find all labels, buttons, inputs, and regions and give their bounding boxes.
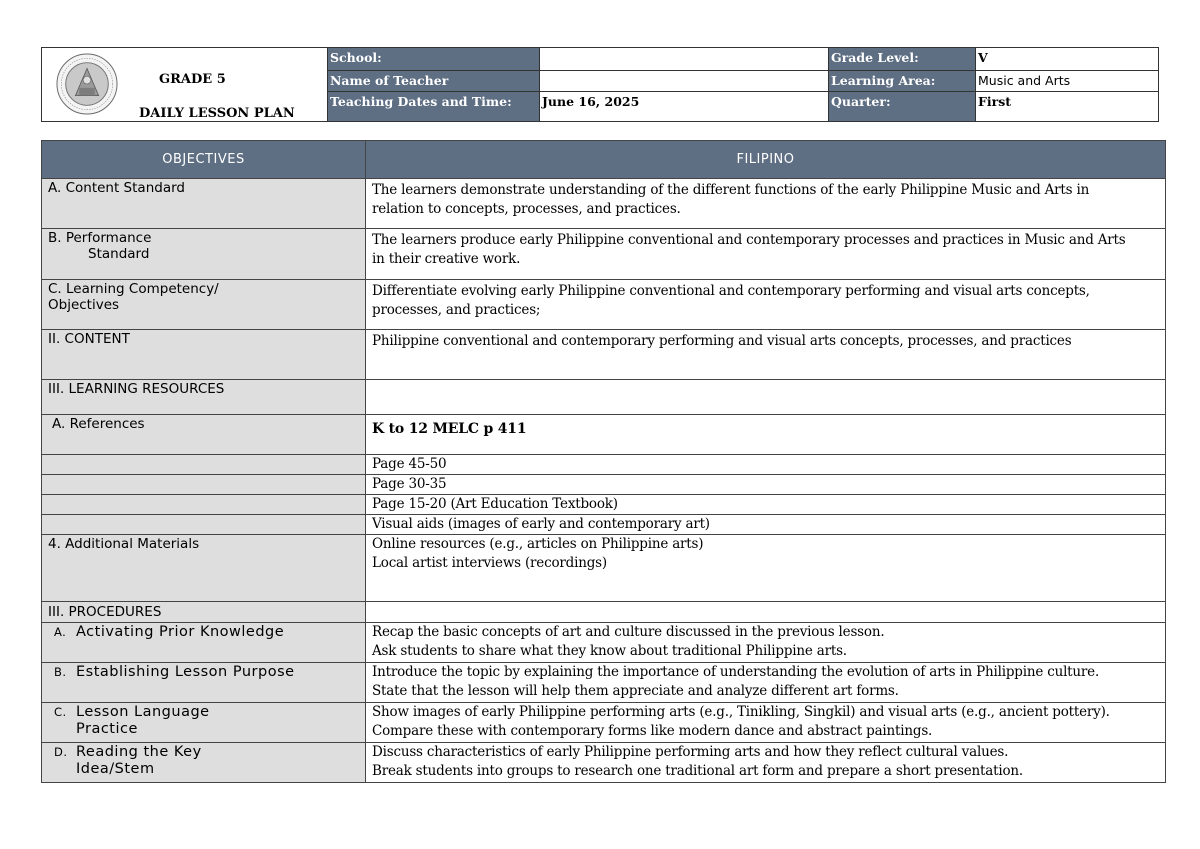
procedure-text: Break students into groups to research one traditional art form and prepare a short presentation. xyxy=(372,763,1023,779)
procedure-label-text: Idea/Stem xyxy=(76,761,155,777)
procedure-label-text: Establishing Lesson Purpose xyxy=(76,664,295,680)
dates-label: Teaching Dates and Time: xyxy=(327,92,539,121)
table-row xyxy=(42,475,1166,495)
lesson-language-practice-label xyxy=(42,703,366,743)
procedure-text: Discuss characteristics of early Philippine performing arts and how they reflect cultural values. xyxy=(372,744,1009,760)
reading-key-idea-cell[interactable] xyxy=(366,743,1166,783)
competency-label-line: Objectives xyxy=(48,297,120,313)
performance-standard-text: The learners produce early Philippine conventional and contemporary processes and practices in Music and Arts xyxy=(372,232,1126,248)
additional-materials-label: 4. Additional Materials xyxy=(42,535,366,602)
table-row xyxy=(42,703,1166,743)
procedure-text: Ask students to share what they know about traditional Philippine arts. xyxy=(372,643,847,659)
performance-standard-label-line: Standard xyxy=(88,246,150,262)
learning-resources-label: III. LEARNING RESOURCES xyxy=(42,380,366,415)
table-row xyxy=(42,535,1166,602)
procedures-cell[interactable] xyxy=(366,602,1166,623)
learning-resources-cell[interactable] xyxy=(366,380,1166,415)
teacher-field[interactable] xyxy=(539,71,828,92)
filipino-column-header: FILIPINO xyxy=(366,141,1166,179)
table-row xyxy=(42,330,1166,380)
content-label: II. CONTENT xyxy=(42,330,366,380)
grade-title: GRADE 5 xyxy=(159,72,226,87)
school-label: School: xyxy=(327,48,539,71)
performance-standard-label xyxy=(42,229,366,280)
additional-materials-text: Online resources (e.g., articles on Philippine arts) xyxy=(372,536,704,552)
table-row xyxy=(42,623,1166,663)
table-row xyxy=(42,415,1166,455)
content-standard-text: The learners demonstrate understanding of the different functions of the early Philippine Music and Arts in xyxy=(372,182,1090,198)
procedure-label-text: Activating Prior Knowledge xyxy=(76,624,285,640)
teacher-label: Name of Teacher xyxy=(327,71,539,92)
procedure-letter: A. xyxy=(54,625,67,639)
reference-page-cell[interactable]: Page 30-35 xyxy=(366,475,1166,495)
visual-aids-cell[interactable]: Visual aids (images of early and contemporary art) xyxy=(366,515,1166,535)
header-info-grid xyxy=(327,48,1158,121)
procedure-text: Compare these with contemporary forms like modern dance and abstract paintings. xyxy=(372,723,933,739)
procedures-label: III. PROCEDURES xyxy=(42,602,366,623)
procedure-text: Introduce the topic by explaining the importance of understanding the evolution of arts in Philippine culture. xyxy=(372,664,1100,680)
content-cell[interactable]: Philippine conventional and contemporary performing and visual arts concepts, processes, and practices xyxy=(366,330,1166,380)
school-field[interactable] xyxy=(539,48,828,71)
dates-field[interactable]: June 16, 2025 xyxy=(539,92,828,121)
procedure-text: State that the lesson will help them appreciate and analyze different art forms. xyxy=(372,683,899,699)
table-row xyxy=(42,280,1166,330)
procedure-label-text: Reading the Key xyxy=(76,744,202,760)
competency-text: processes, and practices; xyxy=(372,302,541,318)
header-title-block xyxy=(42,48,327,121)
content-standard-cell[interactable] xyxy=(366,179,1166,229)
reference-label-empty xyxy=(42,475,366,495)
reference-label-empty xyxy=(42,515,366,535)
objectives-column-header: OBJECTIVES xyxy=(42,141,366,179)
learning-area-label: Learning Area: xyxy=(828,71,975,92)
table-row xyxy=(42,602,1166,623)
table-row xyxy=(42,179,1166,229)
performance-standard-text: in their creative work. xyxy=(372,251,521,267)
procedure-text: Recap the basic concepts of art and culture discussed in the previous lesson. xyxy=(372,624,885,640)
references-cell[interactable]: K to 12 MELC p 411 xyxy=(366,415,1166,455)
performance-standard-label-line: B. Performance xyxy=(48,230,152,246)
lesson-plan-table xyxy=(41,140,1166,783)
procedure-label-text: Practice xyxy=(76,721,138,737)
reference-label-empty xyxy=(42,495,366,515)
procedure-letter: D. xyxy=(54,745,68,759)
lesson-plan-header xyxy=(41,47,1159,122)
table-row xyxy=(42,515,1166,535)
grade-level-field[interactable]: V xyxy=(975,48,1158,71)
procedure-text: Show images of early Philippine performing arts (e.g., Tinikling, Singkil) and visual arts (e.g., ancient pottery). xyxy=(372,704,1110,720)
table-row xyxy=(42,743,1166,783)
quarter-field[interactable]: First xyxy=(975,92,1158,121)
quarter-label: Quarter: xyxy=(828,92,975,121)
references-label: A. References xyxy=(42,415,366,455)
additional-materials-cell[interactable] xyxy=(366,535,1166,602)
table-row xyxy=(42,495,1166,515)
competency-cell[interactable] xyxy=(366,280,1166,330)
procedure-letter: B. xyxy=(54,665,67,679)
competency-label-line: C. Learning Competency/ xyxy=(48,281,219,297)
competency-text: Differentiate evolving early Philippine conventional and contemporary performing and visual arts concepts, xyxy=(372,283,1090,299)
competency-label xyxy=(42,280,366,330)
reference-page-cell[interactable]: Page 15-20 (Art Education Textbook) xyxy=(366,495,1166,515)
reference-page-cell[interactable]: Page 45-50 xyxy=(366,455,1166,475)
establishing-lesson-purpose-label xyxy=(42,663,366,703)
table-row xyxy=(42,380,1166,415)
activating-prior-knowledge-label xyxy=(42,623,366,663)
procedure-letter: C. xyxy=(54,705,67,719)
plan-title: DAILY LESSON PLAN xyxy=(139,106,295,121)
reading-key-idea-label xyxy=(42,743,366,783)
reference-label-empty xyxy=(42,455,366,475)
deped-seal-icon xyxy=(56,53,118,115)
content-standard-label: A. Content Standard xyxy=(42,179,366,229)
learning-area-field[interactable]: Music and Arts xyxy=(975,71,1158,92)
table-row xyxy=(42,455,1166,475)
content-standard-text: relation to concepts, processes, and practices. xyxy=(372,201,681,217)
performance-standard-cell[interactable] xyxy=(366,229,1166,280)
lesson-language-practice-cell[interactable] xyxy=(366,703,1166,743)
table-row xyxy=(42,229,1166,280)
additional-materials-text: Local artist interviews (recordings) xyxy=(372,555,607,571)
table-row xyxy=(42,663,1166,703)
activating-prior-knowledge-cell[interactable] xyxy=(366,623,1166,663)
procedure-label-text: Lesson Language xyxy=(76,704,210,720)
establishing-lesson-purpose-cell[interactable] xyxy=(366,663,1166,703)
grade-level-label: Grade Level: xyxy=(828,48,975,71)
